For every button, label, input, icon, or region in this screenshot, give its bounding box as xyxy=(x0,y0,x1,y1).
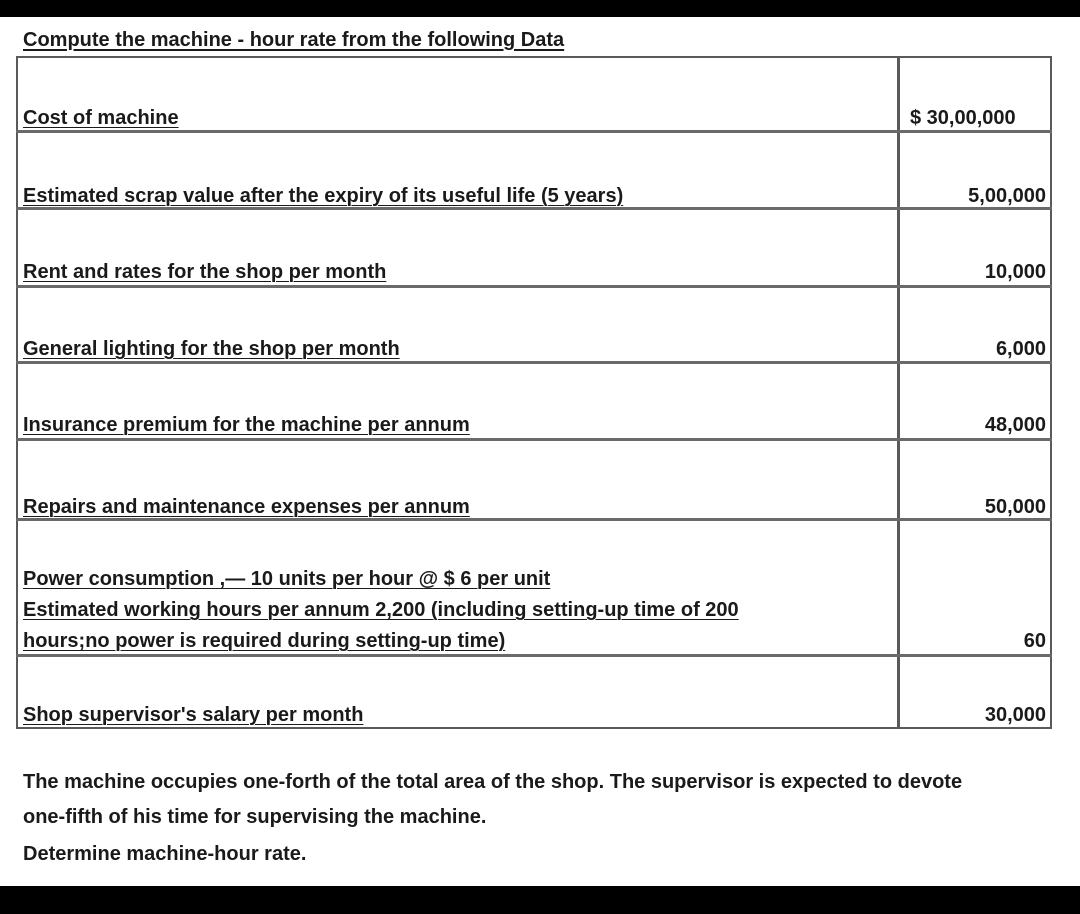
row-value-cost-of-machine: $ 30,00,000 xyxy=(910,107,1016,129)
note-supervision-time: one-fifth of his time for supervising the machine. xyxy=(23,806,487,828)
page-title: Compute the machine - hour rate from the following Data xyxy=(23,29,565,51)
row-value-supervisor-salary: 30,000 xyxy=(984,704,1046,726)
row-label-scrap-value: Estimated scrap value after the expiry of its useful life (5 years) xyxy=(23,185,624,207)
row-value-general-lighting: 6,000 xyxy=(995,338,1046,360)
row-value-rent-and-rates: 10,000 xyxy=(984,261,1046,283)
note-area-supervisor: The machine occupies one-forth of the total area of the shop. The supervisor is expected to devote xyxy=(23,771,963,793)
row-label-supervisor-salary: Shop supervisor's salary per month xyxy=(23,704,364,726)
row-value-insurance-premium: 48,000 xyxy=(984,414,1046,436)
row-label-rent-and-rates: Rent and rates for the shop per month xyxy=(23,261,387,283)
row-label-power-consumption: Power consumption ,— 10 units per hour @ $ 6 per unit xyxy=(23,568,551,590)
row-value-scrap-value: 5,00,000 xyxy=(968,185,1046,207)
note-instruction: Determine machine-hour rate. xyxy=(23,843,307,865)
row-label-general-lighting: General lighting for the shop per month xyxy=(23,338,400,360)
row-value-power-consumption: 60 xyxy=(1023,630,1046,652)
row-label-setting-up-note: hours;no power is required during setting-up time) xyxy=(23,630,506,652)
bottom-black-border xyxy=(0,886,1080,914)
top-black-border xyxy=(0,0,1080,17)
row-label-working-hours: Estimated working hours per annum 2,200 (including setting-up time of 200 xyxy=(23,599,739,621)
row-label-cost-of-machine: Cost of machine xyxy=(23,107,179,129)
column-divider xyxy=(897,56,900,729)
row-value-repairs-maintenance: 50,000 xyxy=(984,496,1046,518)
row-label-insurance-premium: Insurance premium for the machine per annum xyxy=(23,414,470,436)
row-label-repairs-maintenance: Repairs and maintenance expenses per annum xyxy=(23,496,470,518)
